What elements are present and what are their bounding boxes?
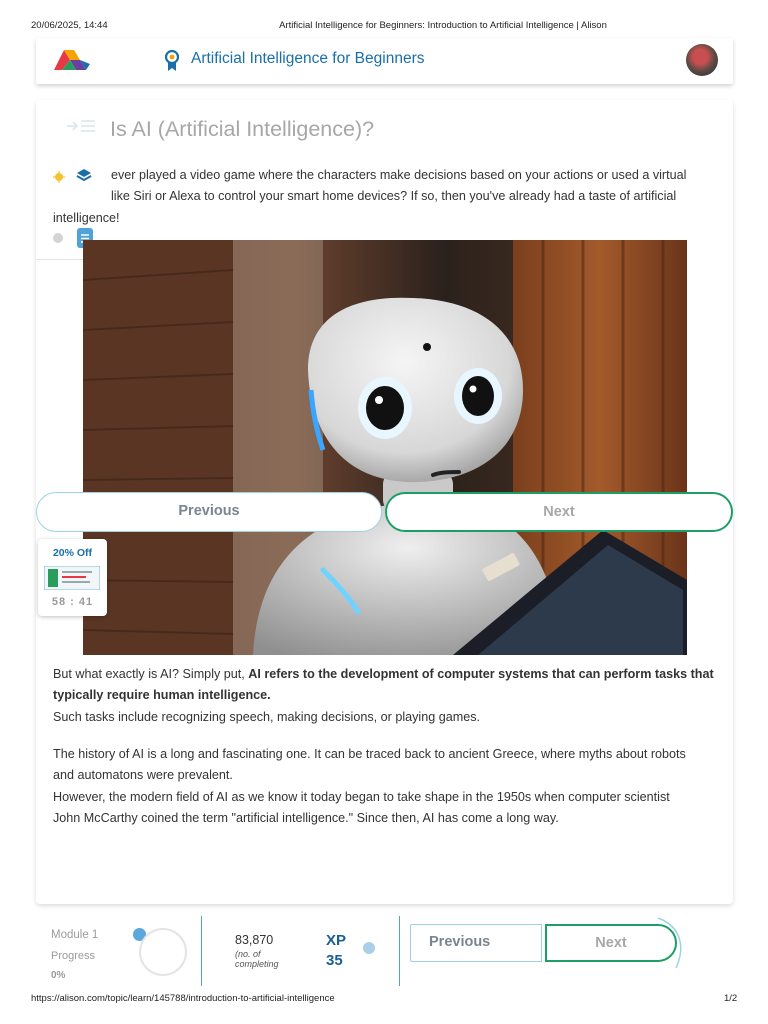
paragraph-line: and automatons were prevalent. xyxy=(53,768,233,782)
divider xyxy=(201,916,202,986)
alison-logo-icon[interactable] xyxy=(50,44,90,76)
next-button[interactable]: Next xyxy=(545,924,677,962)
discount-offer-widget[interactable] xyxy=(38,539,107,616)
status-star-icon xyxy=(53,171,65,183)
print-url: https://alison.com/topic/learn/145788/introduction-to-artificial-intelligence xyxy=(31,993,335,1004)
xp-display xyxy=(326,931,346,971)
previous-button[interactable]: Previous xyxy=(410,924,542,962)
robot-image xyxy=(83,240,687,655)
course-title[interactable]: Artificial Intelligence for Beginners xyxy=(191,50,425,67)
print-page-number: 1/2 xyxy=(724,993,738,1004)
paragraph-line: ever played a video game where the characters make decisions based on your actions or used a virtual xyxy=(111,168,687,182)
learner-count: 83,870 xyxy=(235,933,274,947)
progress-label: Progress xyxy=(51,950,96,962)
paragraph-bold-text: AI refers to the development of computer systems that can perform tasks that xyxy=(248,667,714,681)
paragraph-line: The history of AI is a long and fascinating one. It can be traced back to ancient Greece, where myths about robots xyxy=(53,747,686,761)
top-bar xyxy=(36,38,733,84)
offer-countdown: 58 : 41 xyxy=(51,596,94,608)
print-title: Artificial Intelligence for Beginners: Introduction to Artificial Intelligence | Alison xyxy=(279,20,607,31)
menu-collapse-icon[interactable] xyxy=(65,118,97,134)
certificate-badge-icon xyxy=(164,50,180,72)
status-dot-icon xyxy=(53,233,63,243)
topic-heading: Is AI (Artificial Intelligence)? xyxy=(110,117,375,141)
learner-count-caption: (no. of completing xyxy=(235,949,279,969)
paragraph-line xyxy=(53,688,271,702)
offer-label: 20% Off xyxy=(52,547,93,559)
progress-ring xyxy=(139,928,187,976)
paragraph-line: However, the modern field of AI as we know it today began to take shape in the 1950s when computer scientist xyxy=(53,790,670,804)
user-avatar[interactable] xyxy=(686,44,718,76)
bottom-progress-bar xyxy=(36,914,733,988)
paragraph-line: Such tasks include recognizing speech, making decisions, or playing games. xyxy=(53,710,481,724)
module-label: Module 1 xyxy=(51,929,99,941)
paragraph-line: like Siri or Alexa to control your smart home devices? If so, then you've already had a taste of artificial xyxy=(111,189,677,203)
layers-icon[interactable] xyxy=(76,168,92,184)
paragraph-line xyxy=(53,667,714,681)
paragraph-line: intelligence! xyxy=(53,211,120,225)
paragraph-text: But what exactly is AI? Simply put, xyxy=(53,667,249,681)
next-arc-decoration-icon xyxy=(656,916,688,972)
progress-percent: 0% xyxy=(51,970,66,981)
xp-value: 35 xyxy=(326,952,343,969)
print-date: 20/06/2025, 14:44 xyxy=(31,20,108,31)
divider xyxy=(399,916,400,986)
next-button-floating[interactable]: Next xyxy=(385,492,733,532)
info-icon[interactable] xyxy=(363,942,375,954)
xp-label: XP xyxy=(326,932,347,949)
print-header xyxy=(0,0,768,34)
previous-button-floating[interactable]: Previous xyxy=(36,492,382,532)
paragraph-bold-text: typically require human intelligence. xyxy=(53,688,271,702)
certificate-thumbnail-icon xyxy=(44,566,100,590)
paragraph-line: John McCarthy coined the term "artificial intelligence." Since then, AI has come a long way. xyxy=(53,811,559,825)
